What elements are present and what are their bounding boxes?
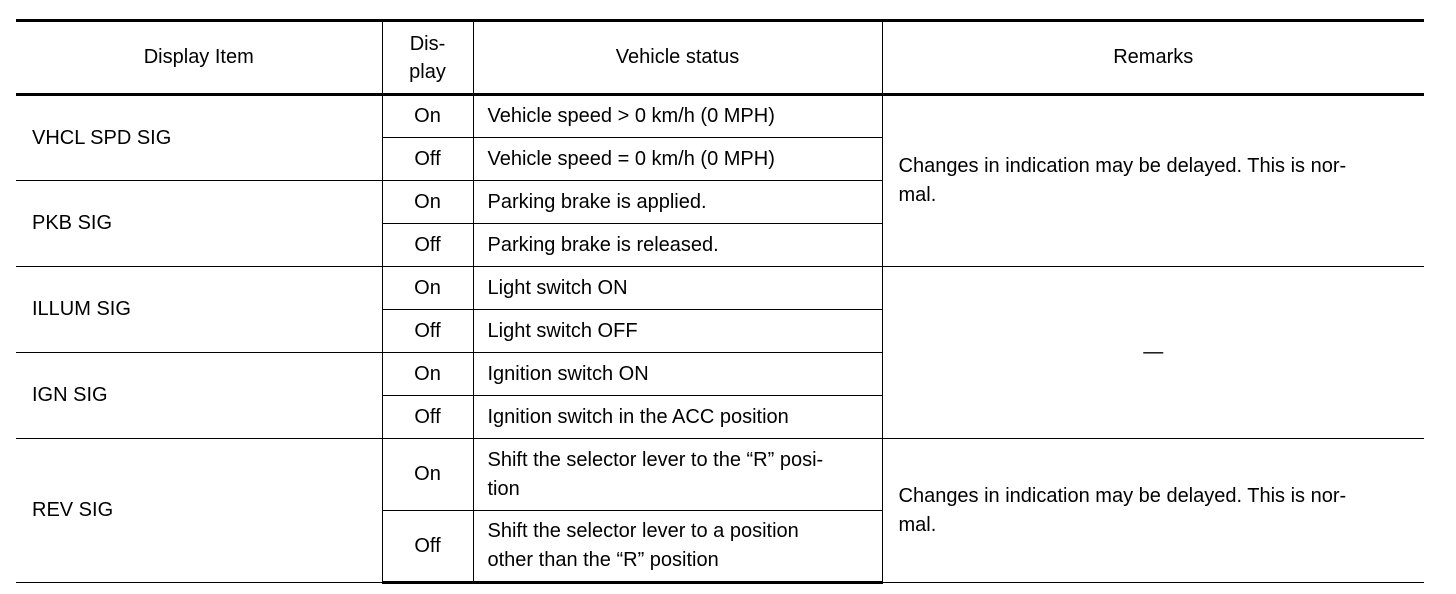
display-value: On [382,267,473,310]
header-remarks: Remarks [882,21,1424,95]
display-value: Off [382,224,473,267]
header-row [16,21,1424,95]
display-value: Off [382,511,473,583]
signal-table [16,19,1424,584]
display-value: Off [382,138,473,181]
vehicle-status: Ignition switch ON [473,353,882,396]
display-value: On [382,181,473,224]
display-value: Off [382,396,473,439]
header-display-item: Display Item [16,21,382,95]
vehicle-status: Shift the selector lever to a position other than the “R” position [473,511,882,583]
header-vehicle-status: Vehicle status [473,21,882,95]
vehicle-status: Shift the selector lever to the “R” posi- tion [473,439,882,511]
vehicle-status: Light switch ON [473,267,882,310]
vehicle-status: Parking brake is applied. [473,181,882,224]
vehicle-status: Light switch OFF [473,310,882,353]
remarks-group-2: — [882,267,1424,439]
vehicle-status: Ignition switch in the ACC position [473,396,882,439]
display-value: On [382,353,473,396]
item-illum-sig: ILLUM SIG [16,267,382,353]
item-rev-sig: REV SIG [16,439,382,583]
vehicle-status: Vehicle speed = 0 km/h (0 MPH) [473,138,882,181]
item-vhcl-spd-sig: VHCL SPD SIG [16,95,382,181]
table-row [16,95,1424,138]
header-display: Dis- play [382,21,473,95]
item-ign-sig: IGN SIG [16,353,382,439]
vehicle-status: Vehicle speed > 0 km/h (0 MPH) [473,95,882,138]
remarks-group-1: Changes in indication may be delayed. This is nor- mal. [882,95,1424,267]
display-value: On [382,439,473,511]
display-value: On [382,95,473,138]
remarks-group-3: Changes in indication may be delayed. This is nor- mal. [882,439,1424,583]
table-row [16,439,1424,511]
display-value: Off [382,310,473,353]
vehicle-status: Parking brake is released. [473,224,882,267]
table-row [16,267,1424,310]
item-pkb-sig: PKB SIG [16,181,382,267]
